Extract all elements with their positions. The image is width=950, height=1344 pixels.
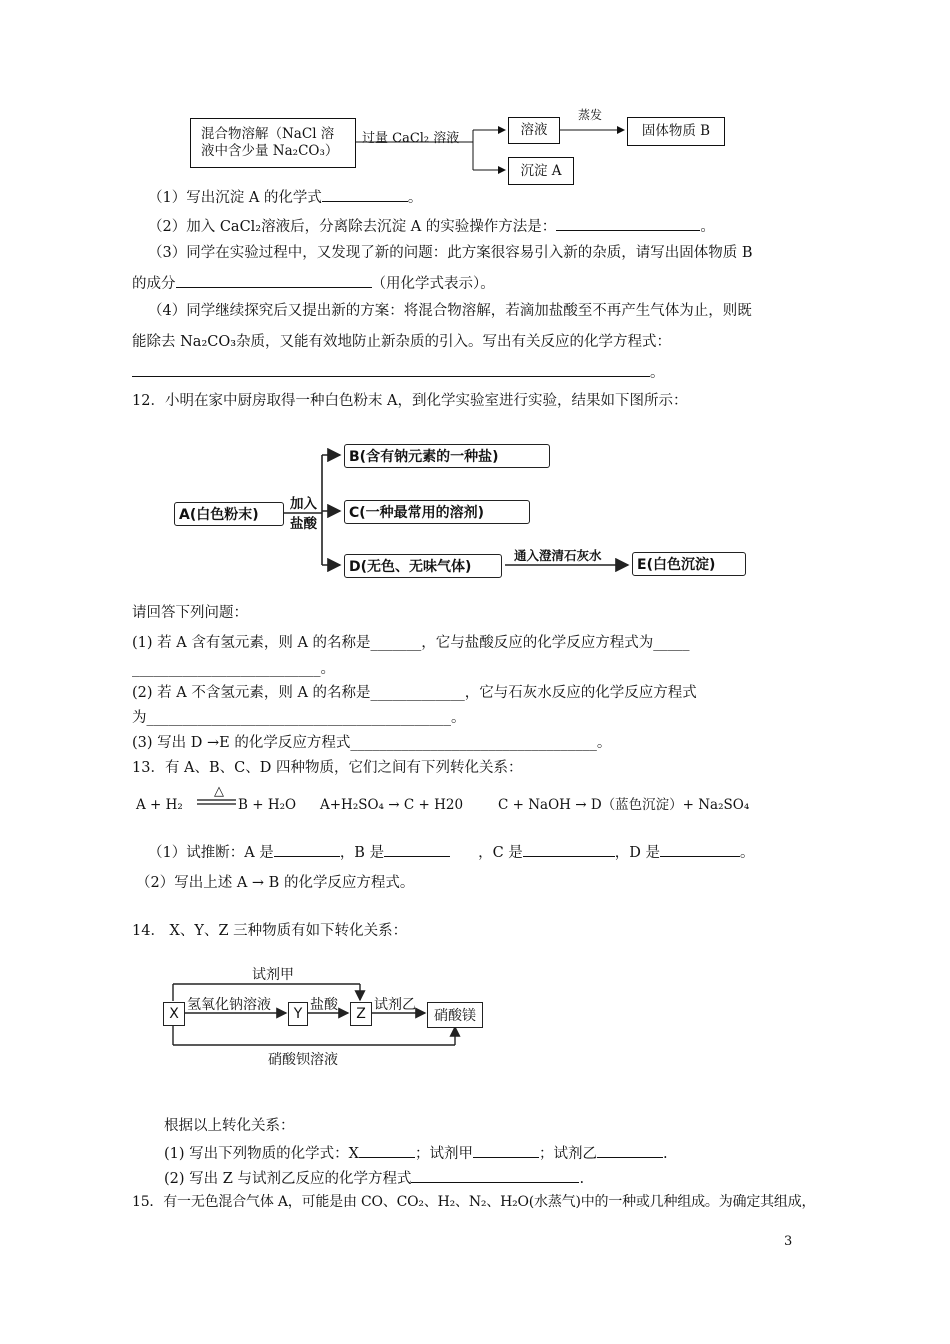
q13-eq2: A+H₂SO₄ → C + H20	[320, 797, 464, 813]
q11-part4-end: 。	[650, 365, 665, 381]
q11-part3-line2-a: 的成分	[132, 276, 176, 292]
q12-part3: (3) 写出 D →E 的化学反应方程式__________________________________。	[132, 735, 612, 751]
precipitate-a-box: 沉淀 A	[508, 157, 574, 185]
reagent-yi-label: 试剂乙	[374, 997, 416, 1013]
answer-blank[interactable]	[411, 1168, 579, 1183]
hcl-label: 盐酸	[310, 997, 338, 1013]
limewater-label: 通入澄清石灰水	[514, 548, 602, 563]
mixture-box-line2: 液中含少量 Na₂CO₃）	[201, 143, 339, 159]
box-x: X	[163, 1002, 185, 1026]
q11-part3-line2-b: （用化学式表示）。	[371, 276, 495, 292]
q14-part1-end: .	[662, 1146, 668, 1162]
q11-part1-text: （1）写出沉淀 A 的化学式	[148, 190, 322, 206]
q13-eq3: C + NaOH → D（蓝色沉淀）+ Na₂SO₄	[498, 797, 750, 813]
q14-intro: 根据以上转化关系：	[164, 1118, 295, 1134]
ba-nitrate-label: 硝酸钡溶液	[268, 1052, 338, 1068]
box-y: Y	[288, 1002, 308, 1026]
q11-part2-end: 。	[700, 219, 715, 235]
q13-eq1-left: A + H₂	[136, 797, 183, 813]
q13-part1-end: 。	[740, 845, 755, 861]
page-number: 3	[784, 1234, 793, 1249]
evaporate-label: 蒸发	[578, 108, 603, 122]
q15-stem: 15．有一无色混合气体 A，可能是由 CO、CO₂、H₂、N₂、H₂O(水蒸气)中的一种或几种组成。为确定其组成，	[132, 1194, 816, 1210]
box-d: D(无色、无味气体)	[344, 554, 502, 578]
q14-stem: 14． X、Y、Z 三种物质有如下转化关系：	[132, 923, 408, 939]
q12-part1-line1: (1) 若 A 含有氢元素，则 A 的名称是_______，它与盐酸反应的化学反应方程式为_____	[132, 635, 690, 651]
box-c: C(一种最常用的溶剂)	[344, 500, 530, 524]
q12-part1-line2: __________________________。	[132, 661, 335, 677]
mixture-box-line1: 混合物溶解（NaCl 溶	[201, 126, 335, 142]
solid-b-box: 固体物质 B	[627, 117, 725, 146]
q14-part1-b: ；试剂甲	[414, 1146, 473, 1162]
box-a-white-powder: A(白色粉末)	[174, 502, 284, 526]
reagent-jia-label: 试剂甲	[252, 967, 294, 983]
box-e: E(白色沉淀)	[632, 552, 746, 576]
q14-part1	[164, 1143, 668, 1163]
box-b: B(含有钠元素的一种盐)	[344, 444, 550, 468]
answer-blank[interactable]	[473, 1143, 539, 1158]
q12-stem: 12．小明在家中厨房取得一种白色粉末 A，到化学实验室进行实验，结果如下图所示：	[132, 393, 688, 409]
q11-part4-line1: （4）同学继续探究后又提出新的方案：将混合物溶解，若滴加盐酸至不再产生气体为止，则既	[148, 303, 752, 319]
add-hcl-label-1: 加入	[290, 496, 317, 512]
answer-blank[interactable]	[359, 1143, 415, 1158]
box-mg-nitrate: 硝酸镁	[427, 1002, 483, 1028]
cacl2-label: 过量 CaCl₂ 溶液	[362, 131, 460, 146]
solution-box: 溶液	[508, 117, 560, 144]
q13-eq1-right: B + H₂O	[238, 797, 297, 813]
q14-part2	[164, 1168, 584, 1188]
q11-part2-text: （2）加入 CaCl₂溶液后，分离除去沉淀 A 的实验操作方法是：	[148, 219, 557, 235]
q11-part3-line1: （3）同学在实验过程中，又发现了新的问题：此方案很容易引入新的杂质，请写出固体物质 B	[148, 245, 753, 261]
q11-part1-end: 。	[407, 190, 423, 206]
q13-part1-a: （1）试推断：A 是	[148, 845, 274, 861]
q14-part1-c: ；试剂乙	[538, 1146, 597, 1162]
q13-part2: （2）写出上述 A → B 的化学反应方程式。	[136, 875, 415, 891]
q13-part1-b: ，B 是	[339, 845, 385, 861]
q12-part2-line1: (2) 若 A 不含氢元素，则 A 的名称是_____________，它与石灰水反应的化学反应方程式	[132, 685, 697, 701]
q11-part4-line2: 能除去 Na₂CO₃杂质，又能有效地防止新杂质的引入。写出有关反应的化学方程式：	[132, 334, 672, 350]
answer-blank[interactable]	[597, 1143, 663, 1158]
naoh-label: 氢氧化钠溶液	[187, 997, 271, 1013]
q13-heat-symbol: △	[214, 784, 224, 799]
q14-part2-end: .	[579, 1171, 585, 1187]
q13-part1-d: ，D 是	[614, 845, 661, 861]
q13-part1-c: ，C 是	[478, 845, 523, 861]
q13-stem: 13．有 A、B、C、D 四种物质，它们之间有下列转化关系：	[132, 760, 523, 776]
q14-part2-a: (2) 写出 Z 与试剂乙反应的化学方程式	[164, 1171, 412, 1187]
q12-prompt: 请回答下列问题：	[132, 605, 248, 621]
q14-part1-a: (1) 写出下列物质的化学式：X	[164, 1146, 359, 1162]
add-hcl-label-2: 盐酸	[290, 516, 317, 532]
box-z: Z	[350, 1002, 372, 1026]
q12-part2-line2: 为__________________________________________。	[132, 710, 466, 726]
